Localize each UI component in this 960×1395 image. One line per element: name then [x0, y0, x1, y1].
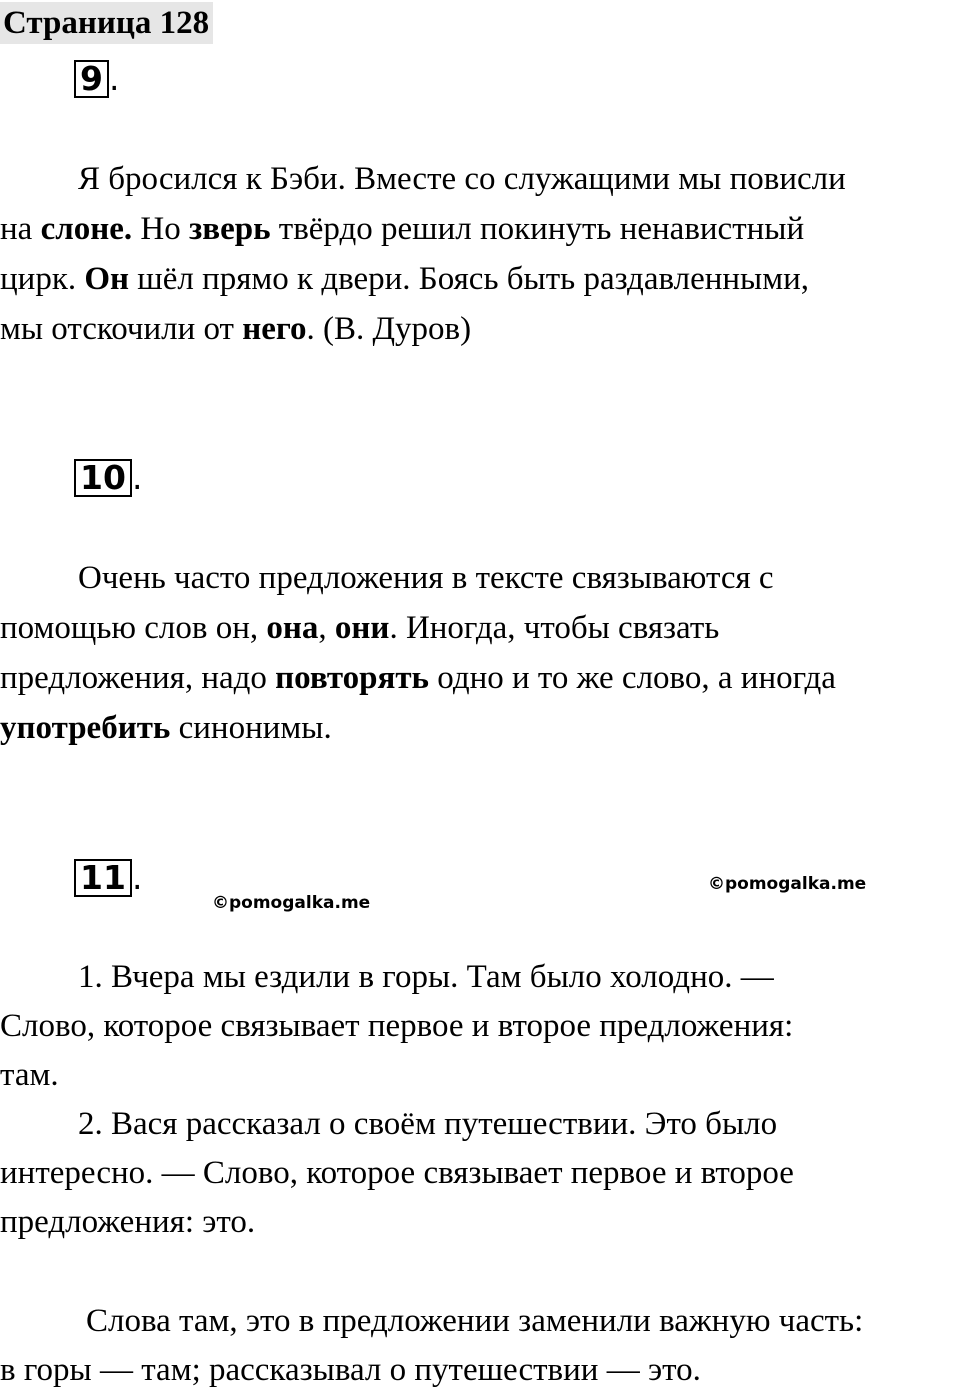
text-line — [0, 154, 960, 204]
text-line — [0, 1297, 960, 1346]
task-9-text — [0, 154, 960, 354]
task-10-text — [0, 553, 960, 753]
task-number-dot: . — [131, 458, 143, 497]
bold-word: него — [242, 311, 307, 347]
text-run: . Иногда, чтобы связать — [389, 610, 720, 646]
watermark: ©pomogalka.me — [212, 893, 371, 913]
text-run: шёл прямо к двери. Боясь быть раздавленными, — [129, 261, 810, 297]
page-title: Страница 128 — [0, 2, 213, 44]
bold-word: она — [266, 610, 319, 646]
text-line — [0, 553, 960, 603]
text-line — [0, 204, 960, 254]
task-number-9 — [74, 60, 119, 96]
task-11-conclusion — [0, 1297, 960, 1395]
watermark: ©pomogalka.me — [708, 874, 867, 894]
task-number-10 — [74, 459, 142, 495]
text-run: твёрдо решил покинуть ненавистный — [270, 211, 805, 247]
text-line — [0, 953, 960, 1002]
text-run: Слова там, это в предложении заменили важную часть: — [86, 1303, 864, 1339]
text-run: Я бросился к Бэби. Вместе со служащими мы повисли — [78, 161, 846, 197]
text-run: предложения: это. — [0, 1204, 256, 1240]
text-line — [0, 1051, 960, 1100]
task-number-dot: . — [131, 858, 143, 897]
text-run: предложения, надо — [0, 660, 276, 696]
text-line — [0, 254, 960, 304]
text-run: 2. Вася рассказал о своём путешествии. Это было — [78, 1106, 778, 1142]
task-number-11 — [74, 859, 142, 895]
bold-word: они — [334, 610, 390, 646]
text-run: . (В. Дуров) — [306, 311, 472, 347]
text-line — [0, 304, 960, 354]
bold-word: повторять — [275, 660, 430, 696]
text-run: мы отскочили от — [0, 311, 243, 347]
text-run: на — [0, 211, 41, 247]
text-run: 1. Вчера мы ездили в горы. Там было холодно. — — [78, 959, 774, 995]
text-run: синонимы. — [170, 710, 332, 746]
bold-word: зверь — [188, 211, 271, 247]
task-number-box: 9 — [74, 60, 109, 98]
text-run: цирк. — [0, 261, 85, 297]
bold-word: употребить — [0, 710, 171, 746]
text-run: Слово, которое связывает первое и второе предложения: — [0, 1008, 794, 1044]
text-line — [0, 1149, 960, 1198]
text-run: , — [318, 610, 335, 646]
text-run: одно и то же слово, а иногда — [429, 660, 836, 696]
text-line — [0, 1346, 960, 1395]
task-number-dot: . — [108, 59, 120, 98]
text-run: интересно. — Слово, которое связывает первое и второе — [0, 1155, 794, 1191]
task-11-text — [0, 953, 960, 1247]
text-line — [0, 1002, 960, 1051]
text-run: Но — [132, 211, 189, 247]
text-line — [0, 1198, 960, 1247]
text-run: помощью слов он, — [0, 610, 267, 646]
text-run: там. — [0, 1057, 59, 1093]
task-number-box: 11 — [74, 859, 132, 897]
bold-word: слоне. — [40, 211, 133, 247]
text-line — [0, 1100, 960, 1149]
text-line — [0, 603, 960, 653]
bold-word: Он — [84, 261, 130, 297]
text-line — [0, 653, 960, 703]
task-number-box: 10 — [74, 459, 132, 497]
text-run: Очень часто предложения в тексте связываются с — [78, 560, 774, 596]
text-run: в горы — там; рассказывал о путешествии — это. — [0, 1352, 701, 1388]
text-line — [0, 703, 960, 753]
